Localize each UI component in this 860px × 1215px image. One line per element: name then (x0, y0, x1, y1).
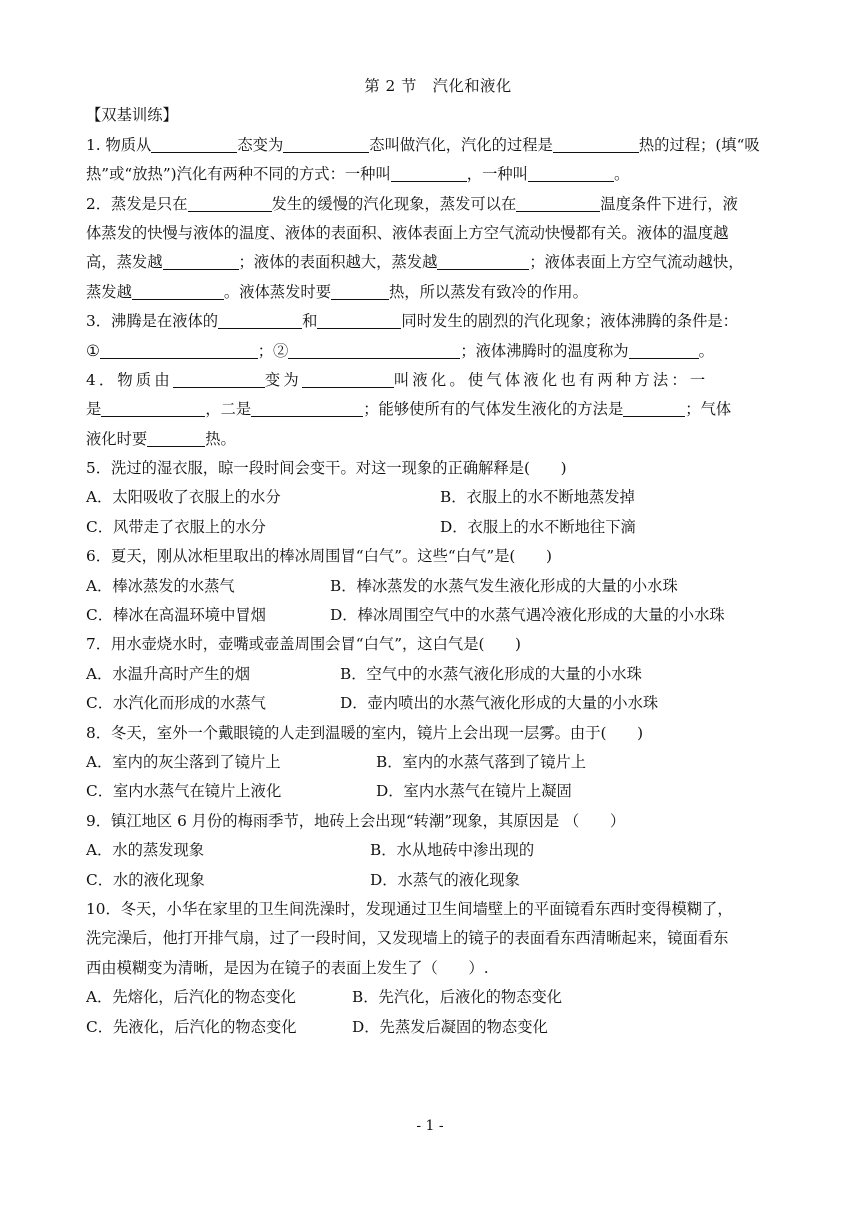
question-6-options-row-1 (86, 572, 790, 601)
question-7-stem: 7．用水壶烧水时，壶嘴或壶盖周围会冒“白气”，这白气是( ) (86, 635, 522, 654)
option-d[interactable]: D．棒冰周围空气中的水蒸气遇冷液化形成的大量的小水珠 (330, 606, 725, 625)
option-b[interactable]: B．水从地砖中渗出现的 (370, 841, 535, 860)
question-5-stem: 5．洗过的湿衣服，晾一段时间会变干。对这一现象的正确解释是( ) (86, 459, 567, 478)
answer-blank[interactable] (101, 399, 205, 417)
option-b[interactable]: B．室内的水蒸气落到了镜片上 (376, 752, 587, 771)
answer-blank[interactable] (173, 370, 265, 388)
page-number: - 1 - (416, 1118, 444, 1134)
answer-blank[interactable] (331, 282, 389, 300)
question-4-line-1: 4．物质由 变为 叫液化。使气体液化也有两种方法：一 (86, 370, 709, 389)
answer-blank[interactable] (302, 370, 394, 388)
question-5-options-row-1 (86, 483, 790, 512)
option-a[interactable]: A．太阳吸收了衣服上的水分 (86, 488, 281, 507)
question-10-options-row-1 (86, 983, 790, 1012)
question-2-line-3: 高，蒸发越 ；液体的表面积越大，蒸发越 ；液体表面上方空气流动越快， (86, 253, 744, 272)
question-3-line-2: ① ；② ；液体沸腾时的温度称为 。 (86, 341, 714, 360)
question-1-line-2: 热”或“放热”)汽化有两种不同的方式：一种叫 ，一种叫 。 (86, 165, 630, 184)
question-6-stem: 6．夏天，刚从冰柜里取出的棒冰周围冒“白气”。这些“白气”是( ) (86, 547, 552, 566)
option-c[interactable]: C．风带走了衣服上的水分 (86, 517, 266, 536)
answer-blank[interactable] (391, 164, 467, 182)
question-9-stem: 9．镇江地区 6 月份的梅雨季节，地砖上会出现“转潮”现象，其原因是 （ ） (86, 811, 626, 830)
question-8-stem: 8．冬天，室外一个戴眼镜的人走到温暖的室内，镜片上会出现一层雾。由于( ) (86, 723, 644, 742)
option-c[interactable]: C．水汽化而形成的水蒸气 (86, 694, 266, 713)
question-1-line-1: 1. 物质从 态变为 态叫做汽化，汽化的过程是 热的过程；(填“吸 (86, 135, 760, 154)
option-d[interactable]: D．先蒸发后凝固的物态变化 (352, 1017, 548, 1036)
question-2-line-1: 2．蒸发是只在 发生的缓慢的汽化现象，蒸发可以在 温度条件下进行，液 (86, 194, 738, 213)
answer-blank[interactable] (283, 135, 369, 153)
question-5-options-row-2 (86, 513, 790, 542)
option-c[interactable]: C．水的液化现象 (86, 870, 205, 889)
option-b[interactable]: B．先汽化，后液化的物态变化 (352, 988, 563, 1007)
question-10-line-2: 洗完澡后，他打开排气扇，过了一段时间，又发现墙上的镜子的表面看东西清晰起来，镜面看东 (86, 929, 729, 948)
answer-blank[interactable] (188, 194, 272, 212)
answer-blank[interactable] (132, 282, 224, 300)
answer-blank[interactable] (516, 194, 600, 212)
question-10-line-3: 西由模糊变为清晰，是因为在镜子的表面上发生了（ ）. (86, 958, 489, 977)
option-b[interactable]: B．棒冰蒸发的水蒸气发生液化形成的大量的小水珠 (330, 576, 678, 595)
option-c[interactable]: C．先液化，后汽化的物态变化 (86, 1017, 297, 1036)
answer-blank[interactable] (251, 399, 363, 417)
option-d[interactable]: D．水蒸气的液化现象 (370, 870, 520, 889)
question-8-options-row-1 (86, 748, 790, 777)
question-9-options-row-1 (86, 836, 790, 865)
option-d[interactable]: D．壶内喷出的水蒸气液化形成的大量的小水珠 (340, 694, 659, 713)
answer-blank[interactable] (218, 311, 302, 329)
question-8-options-row-2 (86, 777, 790, 806)
option-c[interactable]: C．室内水蒸气在镜片上液化 (86, 782, 282, 801)
option-d[interactable]: D．衣服上的水不断地往下滴 (440, 517, 636, 536)
option-a[interactable]: A．室内的灰尘落到了镜片上 (86, 752, 281, 771)
section-heading: 【双基训练】 (86, 106, 178, 125)
option-a[interactable]: A．先熔化，后汽化的物态变化 (86, 988, 296, 1007)
answer-blank[interactable] (553, 135, 639, 153)
question-2-line-2: 体蒸发的快慢与液体的温度、液体的表面积、液体表面上方空气流动快慢都有关。液体的温度越 (86, 223, 729, 242)
answer-blank[interactable] (100, 341, 258, 359)
question-9-options-row-2 (86, 866, 790, 895)
answer-blank[interactable] (147, 429, 205, 447)
answer-blank[interactable] (288, 341, 460, 359)
answer-blank[interactable] (623, 399, 685, 417)
question-3-line-1: 3．沸腾是在液体的 和 同时发生的剧烈的汽化现象；液体沸腾的条件是： (86, 312, 738, 331)
answer-blank[interactable] (437, 252, 529, 270)
page-title: 第 2 节 汽化和液化 (364, 77, 512, 95)
question-7-options-row-1 (86, 660, 790, 689)
question-10-line-1: 10．冬天，小华在家里的卫生间洗澡时，发现通过卫生间墙壁上的平面镜看东西时变得模糊了， (86, 899, 733, 918)
option-c[interactable]: C．棒冰在高温环境中冒烟 (86, 606, 266, 625)
answer-blank[interactable] (629, 341, 699, 359)
question-6-options-row-2 (86, 601, 790, 630)
option-a[interactable]: A．水的蒸发现象 (86, 841, 205, 860)
question-10-options-row-2 (86, 1013, 790, 1042)
question-2-line-4: 蒸发越 。液体蒸发时要 热，所以蒸发有致冷的作用。 (86, 282, 588, 301)
answer-blank[interactable] (151, 135, 237, 153)
worksheet-page (86, 72, 790, 1042)
question-4-line-2: 是 ，二是 ；能够使所有的气体发生液化的方法是 ；气体 (86, 400, 732, 419)
question-7-options-row-2 (86, 689, 790, 718)
option-a[interactable]: A．水温升高时产生的烟 (86, 664, 251, 683)
answer-blank[interactable] (317, 311, 401, 329)
option-b[interactable]: B．空气中的水蒸气液化形成的大量的小水珠 (340, 664, 642, 683)
answer-blank[interactable] (163, 252, 239, 270)
option-d[interactable]: D．室内水蒸气在镜片上凝固 (376, 782, 572, 801)
option-a[interactable]: A．棒冰蒸发的水蒸气 (86, 576, 235, 595)
answer-blank[interactable] (528, 164, 614, 182)
question-4-line-3: 液化时要 热。 (86, 429, 236, 448)
option-b[interactable]: B．衣服上的水不断地蒸发掉 (440, 488, 635, 507)
